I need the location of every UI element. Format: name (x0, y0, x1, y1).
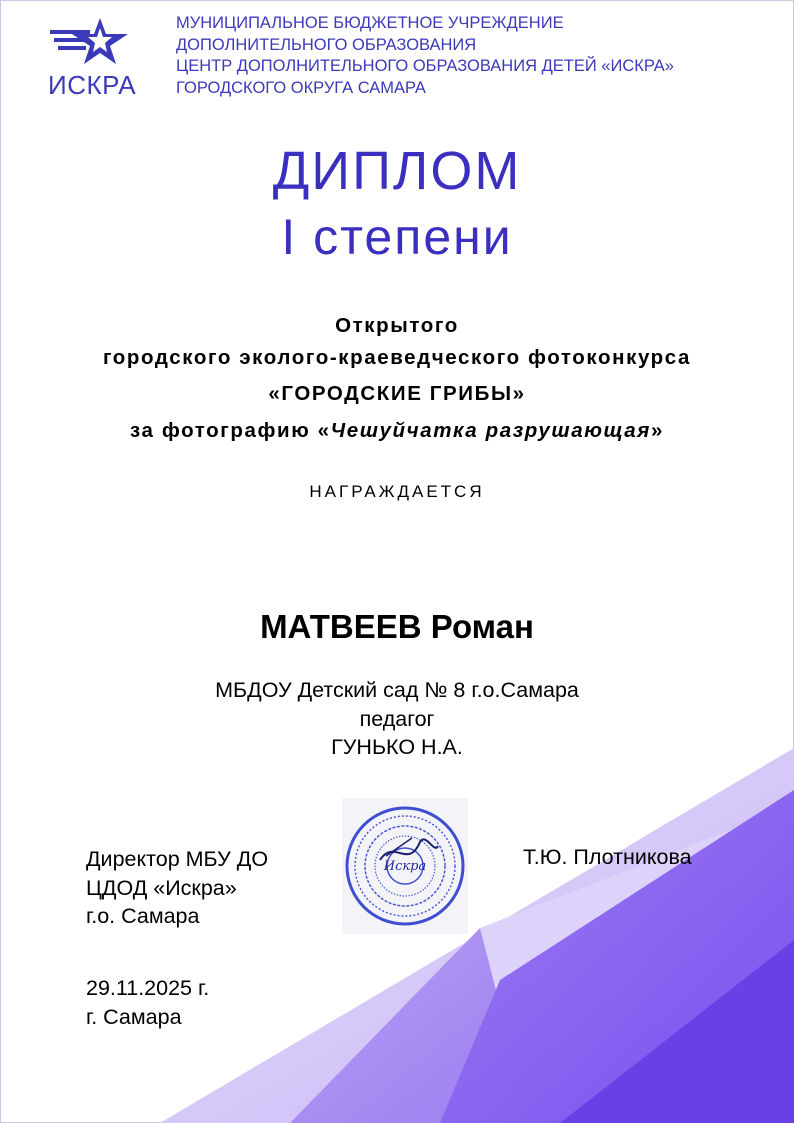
institution-header (176, 13, 674, 99)
awarded-label: НАГРАЖДАЕТСЯ (309, 482, 485, 501)
position-line: г.о. Самара (86, 904, 200, 928)
official-stamp (342, 798, 468, 934)
director-position (86, 845, 268, 931)
photo-suffix: » (650, 419, 664, 442)
recipient-name: МАТВЕЕВ Роман (260, 608, 534, 645)
iskra-logo (44, 14, 136, 100)
date-block (86, 974, 209, 1032)
photo-prefix: за фотографию « (130, 419, 331, 442)
position-line: Директор МБУ ДО (86, 847, 269, 871)
svg-text:Искра: Искра (383, 859, 427, 874)
issue-date: 29.11.2025 г. (86, 976, 210, 1000)
issue-city: г. Самара (86, 1005, 182, 1029)
contest-line-2: городского эколого-краеведческого фотоконкурса (102, 346, 692, 369)
teacher-role: педагог (359, 707, 435, 731)
organization-name: МБДОУ Детский сад № 8 г.о.Самара (215, 678, 579, 702)
photo-title: Чешуйчатка разрушающая (330, 419, 651, 442)
teacher-name: ГУНЬКО Н.А. (331, 735, 463, 759)
diploma-degree: I степени (281, 209, 513, 265)
contest-line-1: Открытого (335, 314, 459, 337)
stamp-seal-icon (342, 798, 468, 934)
star-emblem-icon (46, 16, 132, 66)
photo-title-line (0, 419, 794, 443)
header-line: ДОПОЛНИТЕЛЬНОГО ОБРАЗОВАНИЯ (176, 35, 477, 54)
signer-name: Т.Ю. Плотникова (523, 845, 692, 869)
header-line: МУНИЦИПАЛЬНОЕ БЮДЖЕТНОЕ УЧРЕЖДЕНИЕ (176, 14, 564, 32)
logo-text: ИСКРА (48, 70, 137, 100)
diploma-title: ДИПЛОМ (272, 141, 522, 201)
position-line: ЦДОД «Искра» (86, 875, 237, 900)
header-line: ЦЕНТР ДОПОЛНИТЕЛЬНОГО ОБРАЗОВАНИЯ ДЕТЕЙ «ИСКРА» (176, 57, 674, 76)
header-line: ГОРОДСКОГО ОКРУГА САМАРА (176, 78, 426, 97)
contest-name: «ГОРОДСКИЕ ГРИБЫ» (268, 382, 526, 405)
